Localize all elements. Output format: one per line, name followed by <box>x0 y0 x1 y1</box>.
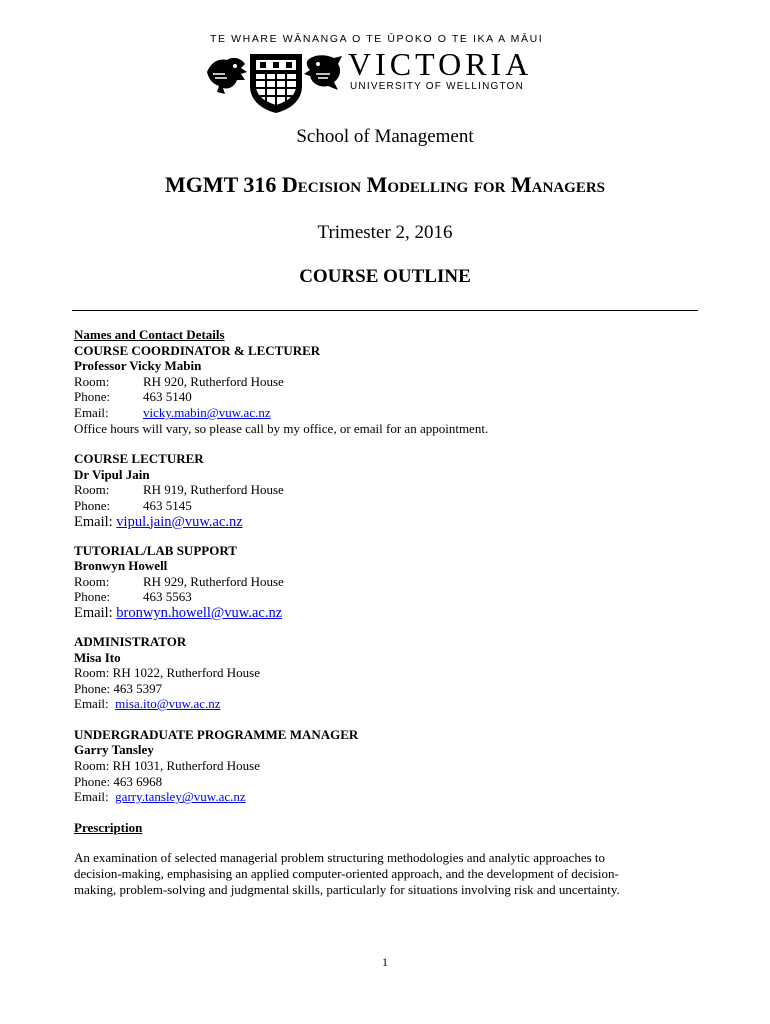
lecturer-role: COURSE LECTURER <box>74 451 204 467</box>
lecturer-email: Email: vipul.jain@vuw.ac.nz <box>74 513 243 530</box>
prescription-heading: Prescription <box>74 819 143 835</box>
ug-manager-email-link[interactable]: garry.tansley@vuw.ac.nz <box>115 789 246 805</box>
course-name: Decision Modelling for Managers <box>281 172 606 197</box>
prescription-line-2: decision-making, emphasising an applied computer-oriented approach, and the development of decision- <box>74 866 619 882</box>
ug-manager-role: UNDERGRADUATE PROGRAMME MANAGER <box>74 726 359 742</box>
administrator-email: Email: misa.ito@vuw.ac.nz <box>74 696 221 712</box>
school-name: School of Management <box>296 126 474 147</box>
support-email-link[interactable]: bronwyn.howell@vuw.ac.nz <box>116 604 283 621</box>
course-title <box>0 172 770 198</box>
support-phone: Phone: 463 5563 <box>74 589 192 605</box>
lecturer-room: Room: RH 919, Rutherford House <box>74 482 284 498</box>
course-code: MGMT 316 <box>164 172 277 197</box>
coordinator-role: COURSE COORDINATOR & LECTURER <box>74 342 321 358</box>
prescription-line-1: An examination of selected managerial problem structuring methodologies and analytic approaches to <box>74 850 606 866</box>
lecturer-phone: Phone: 463 5145 <box>74 497 192 513</box>
page-number: 1 <box>382 955 388 969</box>
administrator-phone: Phone: 463 5397 <box>74 680 163 696</box>
lion-icon <box>205 52 249 94</box>
ug-manager-phone: Phone: 463 6968 <box>74 773 163 789</box>
administrator-email-link[interactable]: misa.ito@vuw.ac.nz <box>115 696 221 712</box>
logo-tagline: TE WHARE WĀNANGA O TE ŪPOKO O TE IKA A MĀUI <box>210 33 544 45</box>
administrator-role: ADMINISTRATOR <box>74 633 187 649</box>
ug-manager-room: Room: RH 1031, Rutherford House <box>74 758 260 774</box>
coordinator-email: Email: vicky.mabin@vuw.ac.nz <box>74 404 271 420</box>
prescription-line-3: making, problem-solving and judgmental skills, particularly for situations involving risk and uncertainty. <box>74 881 620 897</box>
support-role: TUTORIAL/LAB SUPPORT <box>74 542 237 558</box>
trimester: Trimester 2, 2016 <box>317 222 453 243</box>
coordinator-name: Professor Vicky Mabin <box>74 358 202 374</box>
administrator-room: Room: RH 1022, Rutherford House <box>74 665 260 681</box>
administrator-name: Misa Ito <box>74 649 121 665</box>
ug-manager-email: Email: garry.tansley@vuw.ac.nz <box>74 789 246 805</box>
coordinator-room: Room: RH 920, Rutherford House <box>74 373 284 389</box>
document-type: COURSE OUTLINE <box>299 266 471 287</box>
lecturer-email-link[interactable]: vipul.jain@vuw.ac.nz <box>116 513 243 530</box>
coordinator-email-link[interactable]: vicky.mabin@vuw.ac.nz <box>143 404 271 420</box>
horizontal-divider <box>72 310 698 311</box>
crest-icon <box>248 52 304 114</box>
coordinator-office-note: Office hours will vary, so please call by my office, or email for an appointment. <box>74 420 489 436</box>
beast-icon <box>304 52 344 92</box>
support-room: Room: RH 929, Rutherford House <box>74 573 284 589</box>
logo-wordmark: VICTORIA <box>348 46 533 82</box>
ug-manager-name: Garry Tansley <box>74 742 154 758</box>
logo-university-name: UNIVERSITY OF WELLINGTON <box>350 81 525 92</box>
support-name: Bronwyn Howell <box>74 558 168 574</box>
document-body <box>74 327 694 897</box>
contacts-heading: Names and Contact Details <box>74 327 225 342</box>
coordinator-phone: Phone: 463 5140 <box>74 389 192 405</box>
support-email: Email: bronwyn.howell@vuw.ac.nz <box>74 604 283 621</box>
lecturer-name: Dr Vipul Jain <box>74 466 150 482</box>
